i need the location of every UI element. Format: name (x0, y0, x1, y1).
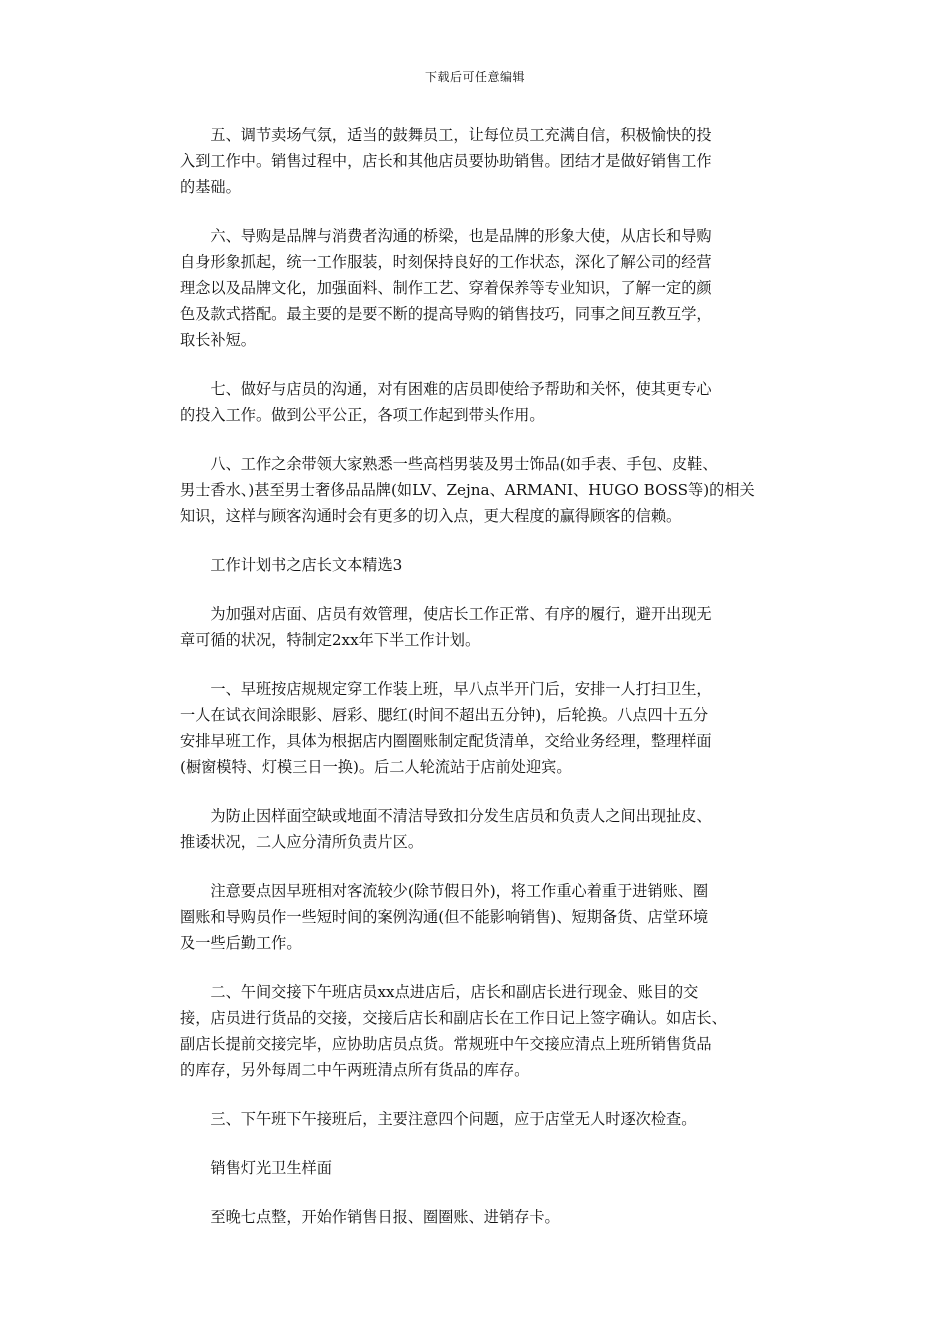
page-header: 下载后可任意编辑 (424, 70, 525, 84)
paragraph-line: 副店长提前交接完毕，应协助店员点货。常规班中午交接应清点上班所销售货品 (180, 1035, 712, 1053)
paragraph-line: 取长补短。 (180, 331, 256, 349)
paragraph-line: 六、导购是品牌与消费者沟通的桥梁，也是品牌的形象大使，从店长和导购 (210, 227, 712, 245)
paragraph (180, 803, 780, 855)
paragraph-line: 及一些后勤工作。 (180, 934, 302, 952)
paragraph-line: 至晚七点整，开始作销售日报、圈圈账、进销存卡。 (210, 1208, 560, 1226)
paragraph (180, 122, 780, 200)
paragraph-line: 男士香水、)甚至男士奢侈品品牌(如LV、Zejna、ARMANI、HUGO BOSS等)的相关 (180, 481, 755, 499)
paragraph-line: 圈账和导购员作一些短时间的案例沟通(但不能影响销售)、短期备货、店堂环境 (180, 908, 709, 926)
paragraph-line: (橱窗模特、灯模三日一换)。后二人轮流站于店前处迎宾。 (180, 758, 572, 776)
paragraph-line: 为防止因样面空缺或地面不清洁导致扣分发生店员和负责人之间出现扯皮、 (210, 807, 712, 825)
paragraph (180, 878, 780, 956)
paragraph-line: 一、早班按店规规定穿工作装上班，早八点半开门后，安排一人打扫卫生， (210, 680, 712, 698)
paragraph-line: 二、午间交接下午班店员xx点进店后，店长和副店长进行现金、账目的交 (210, 983, 699, 1001)
paragraph (180, 1155, 780, 1181)
paragraph-line: 为加强对店面、店员有效管理，使店长工作正常、有序的履行，避开出现无 (210, 605, 712, 623)
paragraph-line: 注意要点因早班相对客流较少(除节假日外)，将工作重心着重于进销账、圈 (210, 882, 709, 900)
paragraph-line: 销售灯光卫生样面 (210, 1159, 332, 1177)
paragraph-line: 三、下午班下午接班后，主要注意四个问题，应于店堂无人时逐次检查。 (210, 1110, 697, 1128)
paragraph (180, 223, 780, 353)
paragraph-line: 的基础。 (180, 178, 241, 196)
paragraph-line: 章可循的状况，特制定2xx年下半工作计划。 (180, 631, 481, 649)
document-body (180, 122, 780, 1253)
paragraph-line: 一人在试衣间涂眼影、唇彩、腮红(时间不超出五分钟)，后轮换。八点四十五分 (180, 706, 709, 724)
paragraph (180, 601, 780, 653)
paragraph-line: 入到工作中。销售过程中，店长和其他店员要协助销售。团结才是做好销售工作 (180, 152, 712, 170)
paragraph-line: 安排早班工作，具体为根据店内圈圈账制定配货清单，交给业务经理，整理样面 (180, 732, 712, 750)
paragraph (180, 1204, 780, 1230)
section-heading (180, 552, 780, 578)
paragraph-line: 五、调节卖场气氛，适当的鼓舞员工，让每位员工充满自信，积极愉快的投 (210, 126, 712, 144)
paragraph-line: 的投入工作。做到公平公正，各项工作起到带头作用。 (180, 406, 545, 424)
paragraph-line: 的库存，另外每周二中午两班清点所有货品的库存。 (180, 1061, 530, 1079)
paragraph-line: 自身形象抓起，统一工作服装，时刻保持良好的工作状态，深化了解公司的经营 (180, 253, 712, 271)
paragraph (180, 676, 780, 780)
paragraph-line: 理念以及品牌文化，加强面料、制作工艺、穿着保养等专业知识，了解一定的颜 (180, 279, 712, 297)
paragraph-line: 工作计划书之店长文本精选3 (210, 556, 403, 574)
paragraph (180, 451, 780, 529)
paragraph-line: 接，店员进行货品的交接，交接后店长和副店长在工作日记上签字确认。如店长、 (180, 1009, 727, 1027)
paragraph (180, 1106, 780, 1132)
paragraph-line: 八、工作之余带领大家熟悉一些高档男装及男士饰品(如手表、手包、皮鞋、 (210, 455, 718, 473)
paragraph (180, 376, 780, 428)
paragraph-line: 知识，这样与顾客沟通时会有更多的切入点，更大程度的赢得顾客的信赖。 (180, 507, 682, 525)
paragraph-line: 七、做好与店员的沟通，对有困难的店员即使给予帮助和关怀，使其更专心 (210, 380, 712, 398)
paragraph-line: 色及款式搭配。最主要的是要不断的提高导购的销售技巧，同事之间互教互学， (180, 305, 712, 323)
paragraph-line: 推诿状况，二人应分清所负责片区。 (180, 833, 423, 851)
paragraph (180, 979, 780, 1083)
